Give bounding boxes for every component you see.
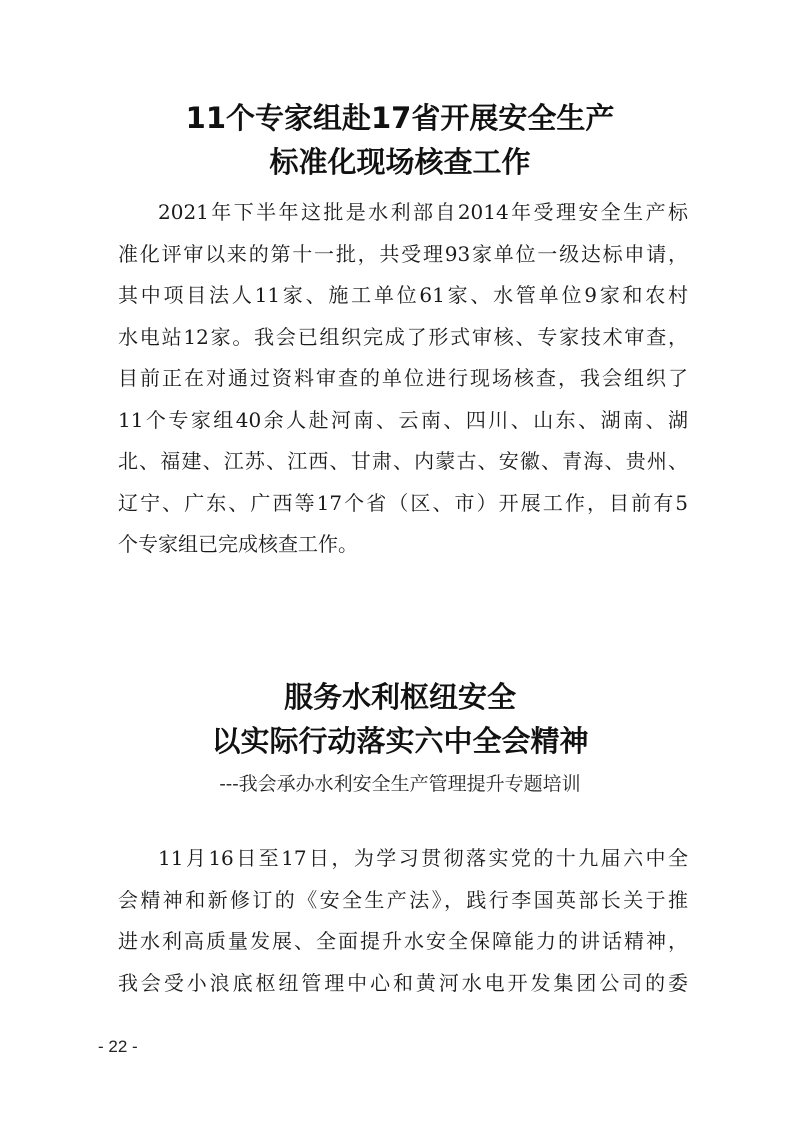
article-2-subtitle: ---我会承办水利安全生产管理提升专题培训 [219,773,581,795]
paragraph-line: 进水利高质量发展、全面提升水安全保障能力的讲话精神， [118,929,688,953]
article-2-paragraph [118,838,688,1004]
article-2-title-line: 服务水利枢纽安全 [283,680,516,714]
article-1-title-line: 11个专家组赴17省开展安全生产 [185,101,615,135]
paragraph-line: 其中项目法人11家、施工单位61家、水管单位9家和农村 [118,283,688,307]
paragraph-line: 北、福建、江苏、江西、甘肃、内蒙古、安徽、青海、贵州、 [118,449,688,473]
paragraph-line: 个专家组已完成核查工作。 [118,532,358,556]
paragraph-line: 水电站12家。我会已组织完成了形式审核、专家技术审查， [118,324,688,349]
paragraph-line: 辽宁、广东、广西等17个省（区、市）开展工作，目前有5 [118,490,688,515]
paragraph-line: 我会受小浪底枢纽管理中心和黄河水电开发集团公司的委 [118,970,688,995]
paragraph-line: 11个专家组40余人赴河南、云南、四川、山东、湖南、湖 [118,407,688,432]
article-2-title [110,675,690,763]
paragraph-line: 会精神和新修订的《安全生产法》，践行李国英部长关于推 [118,887,688,912]
article-1-title-line: 标准化现场核查工作 [269,145,531,179]
paragraph-line: 2021年下半年这批是水利部自2014年受理安全生产标 [158,200,688,224]
article-1-title [110,96,690,184]
paragraph-line: 准化评审以来的第十一批，共受理93家单位一级达标申请， [118,241,688,266]
article-2-title-line: 以实际行动落实六中全会精神 [211,724,589,758]
article-1-paragraph [118,192,688,566]
page-number: - 22 - [98,1037,138,1056]
paragraph-line: 11月16日至17日，为学习贯彻落实党的十九届六中全 [158,846,688,870]
paragraph-line: 目前正在对通过资料审查的单位进行现场核查，我会组织了 [118,366,688,390]
